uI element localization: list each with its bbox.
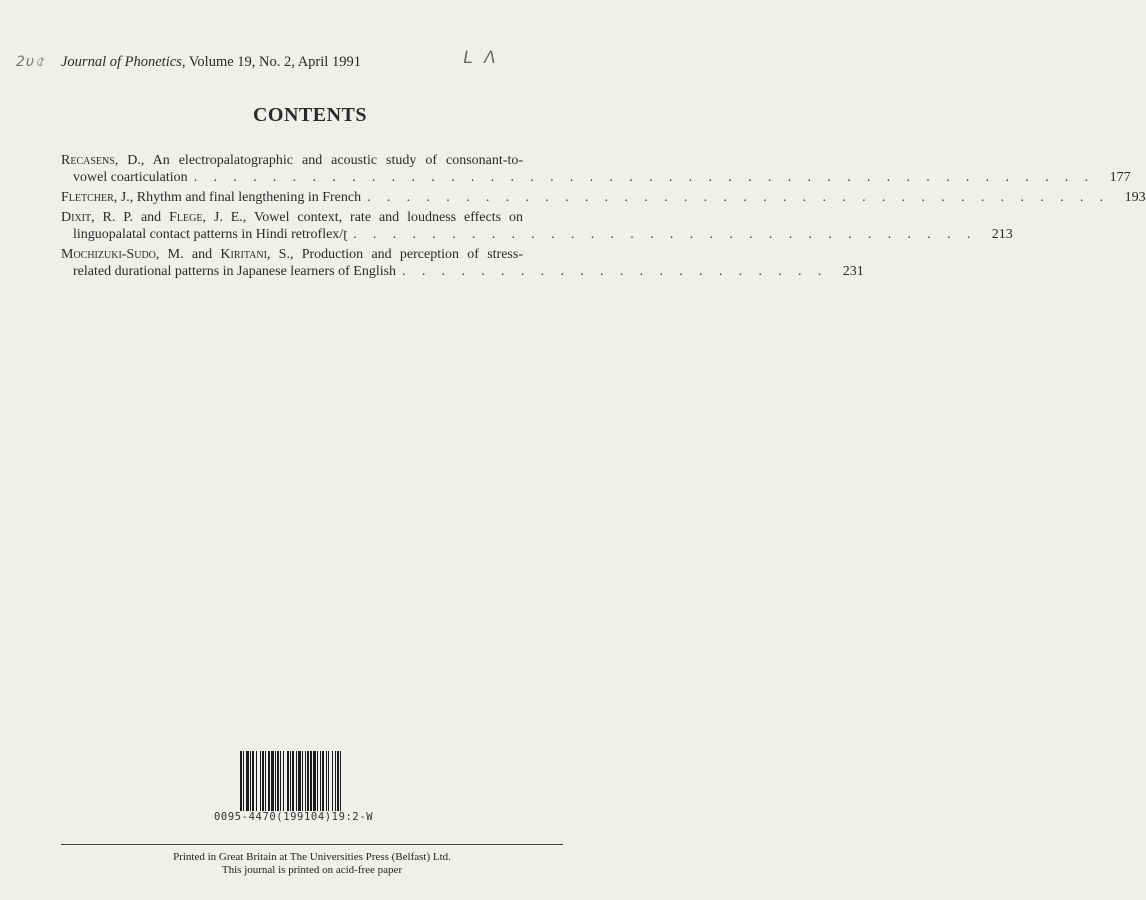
barcode-bar bbox=[265, 751, 266, 811]
leader-dots: . . . . . . . . . . . . . . . . . . . . . . . . . . . . . . . . . . . . . . bbox=[367, 190, 1110, 205]
author-name: Mochizuki-Sudo bbox=[61, 247, 156, 262]
entry-title: , D., An electropalatographic and acoustic study of consonant-to- bbox=[114, 153, 523, 168]
journal-header bbox=[61, 54, 361, 71]
handwritten-annotation-right: L Λ bbox=[461, 48, 501, 68]
barcode-bar bbox=[310, 751, 312, 811]
entry-title: , J. E., Vowel context, rate and loudness effects on bbox=[202, 210, 524, 225]
entry-title: , S., Production and perception of stress- bbox=[266, 247, 523, 262]
toc-entry[interactable] bbox=[61, 246, 864, 280]
toc-entry[interactable] bbox=[61, 189, 1146, 206]
barcode-bar bbox=[296, 751, 297, 811]
page-number: 177 bbox=[1109, 170, 1131, 185]
entry-title: Fletcher, J., Rhythm and final lengthening in French bbox=[61, 190, 362, 205]
toc-entry[interactable] bbox=[61, 209, 1013, 243]
barcode-bar bbox=[287, 751, 289, 811]
barcode-bar bbox=[271, 751, 274, 811]
toc-entry-line bbox=[61, 263, 864, 280]
barcode-bar bbox=[305, 751, 306, 811]
author-name: Fletcher bbox=[61, 190, 114, 205]
footer-line: Printed in Great Britain at The Universities Press (Belfast) Ltd. bbox=[173, 851, 451, 863]
leader-dots: . . . . . . . . . . . . . . . . . . . . . . bbox=[402, 264, 828, 279]
barcode bbox=[240, 751, 375, 811]
barcode-bar bbox=[275, 751, 276, 811]
toc-entry-line bbox=[61, 169, 1131, 186]
barcode-bar bbox=[256, 751, 257, 811]
barcode-bar bbox=[280, 751, 281, 811]
toc-entry-line: Mochizuki-Sudo, M. and Kiritani, S., Production and perception of stress- bbox=[61, 247, 523, 262]
barcode-bar bbox=[320, 751, 321, 811]
toc-entry-line: Dixit, R. P. and Flege, J. E., Vowel context, rate and loudness effects on bbox=[61, 210, 524, 225]
barcode-bar bbox=[298, 751, 301, 811]
page-number: 213 bbox=[991, 227, 1013, 242]
leader-dots: . . . . . . . . . . . . . . . . . . . . . . . . . . . . . . . . . . . . . . . . . . . . . . bbox=[193, 170, 1095, 185]
page-number: 193 bbox=[1124, 190, 1146, 205]
barcode-bar bbox=[252, 751, 254, 811]
barcode-bar bbox=[292, 751, 294, 811]
entry-title-cont: linguopalatal contact patterns in Hindi retroflex/ʈ bbox=[73, 227, 348, 242]
toc-entry-line bbox=[61, 152, 563, 169]
barcode-bar bbox=[337, 751, 339, 811]
barcode-bar bbox=[250, 751, 251, 811]
barcode-bar bbox=[313, 751, 316, 811]
journal-issue: Volume 19, No. 2, April 1991 bbox=[185, 54, 361, 70]
barcode-bar bbox=[328, 751, 329, 811]
toc-entry-line bbox=[61, 189, 1146, 206]
page-number: 231 bbox=[842, 264, 864, 279]
printer-footer bbox=[61, 851, 563, 877]
entry-title-cont: vowel coarticulation bbox=[73, 170, 188, 185]
toc-entry-line bbox=[61, 226, 1013, 243]
barcode-bar bbox=[260, 751, 261, 811]
toc-entry[interactable] bbox=[61, 152, 1131, 186]
barcode-bar bbox=[283, 751, 284, 811]
barcode-bar bbox=[322, 751, 324, 811]
barcode-bar bbox=[243, 751, 244, 811]
author-name: Dixit bbox=[61, 210, 92, 225]
author-name: Kiritani bbox=[220, 247, 267, 262]
barcode-number: 0095-4470(199104)19:2-W bbox=[214, 811, 374, 823]
author-name: Recasens bbox=[61, 153, 115, 168]
barcode-bar bbox=[317, 751, 318, 811]
leader-dots: . . . . . . . . . . . . . . . . . . . . . . . . . . . . . . . . bbox=[353, 227, 977, 242]
barcode-bar bbox=[302, 751, 303, 811]
contents-title: CONTENTS bbox=[252, 104, 368, 126]
barcode-bar bbox=[290, 751, 291, 811]
barcode-bar bbox=[335, 751, 336, 811]
journal-name: Journal of Phonetics, bbox=[61, 54, 186, 70]
footer-divider bbox=[61, 844, 563, 845]
author-name: Flege bbox=[169, 210, 203, 225]
barcode-bar bbox=[326, 751, 327, 811]
barcode-bar bbox=[268, 751, 270, 811]
handwritten-annotation-left: 2υ৫ bbox=[16, 54, 46, 70]
barcode-bar bbox=[246, 751, 249, 811]
barcode-bar bbox=[307, 751, 309, 811]
footer-line: This journal is printed on acid-free paper bbox=[221, 864, 403, 876]
barcode-bar bbox=[277, 751, 279, 811]
entry-title-cont: related durational patterns in Japanese learners of English bbox=[73, 264, 397, 279]
barcode-bar bbox=[340, 751, 341, 811]
table-of-contents bbox=[61, 152, 1146, 283]
barcode-bar bbox=[240, 751, 242, 811]
barcode-bar bbox=[262, 751, 264, 811]
barcode-bar bbox=[332, 751, 333, 811]
